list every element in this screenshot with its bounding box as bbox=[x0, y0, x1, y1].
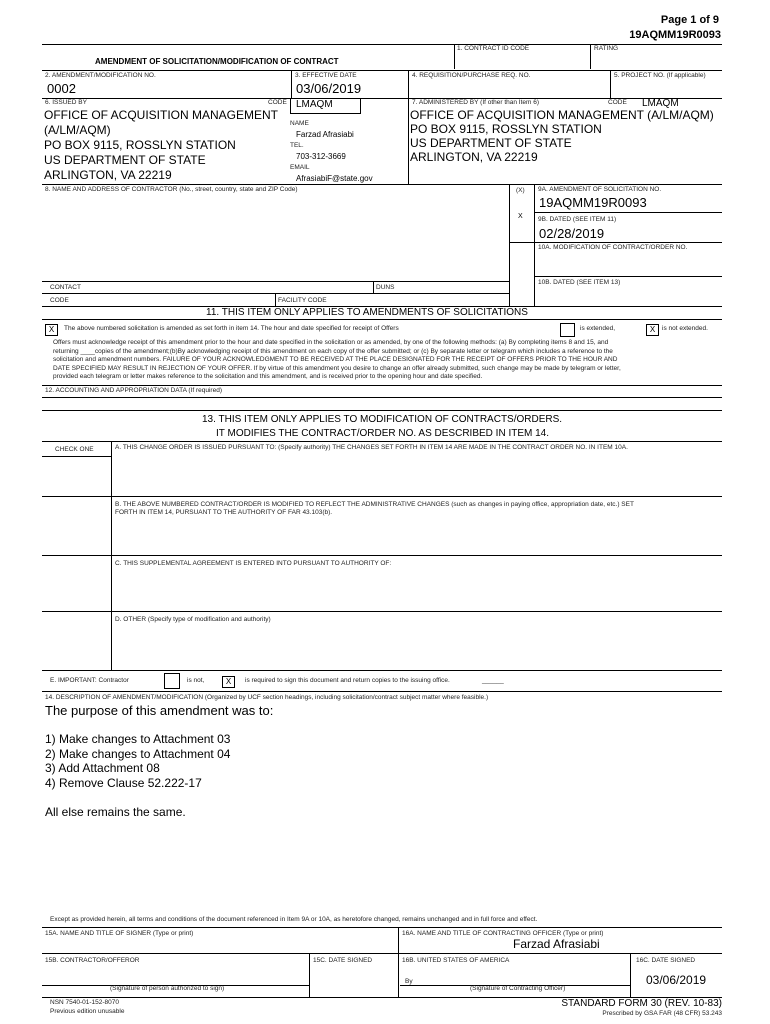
offers-line: provided each telegram or letter makes reference to the solicitation and this amendment, and is received prior to the opening hour and date specified. bbox=[53, 373, 483, 380]
item13c-text: C. THIS SUPPLEMENTAL AGREEMENT IS ENTERED INTO PURSUANT TO AUTHORITY OF: bbox=[115, 560, 392, 567]
issued-by-line: OFFICE OF ACQUISITION MANAGEMENT bbox=[44, 108, 279, 122]
tel-label: TEL. bbox=[290, 142, 304, 149]
item11-text: The above numbered solicitation is amended as set forth in item 14. The hour and date specified for receipt of Offers bbox=[64, 325, 399, 332]
issued-by-line: PO BOX 9115, ROSSLYN STATION bbox=[44, 138, 236, 152]
amend-no-label: 2. AMENDMENT/MODIFICATION NO. bbox=[45, 72, 156, 79]
is-not-extended-label: is not extended. bbox=[662, 325, 708, 332]
page-label: Page 1 of 9 bbox=[660, 14, 719, 26]
eff-date-label: 3. EFFECTIVE DATE bbox=[295, 72, 357, 79]
item15c-label: 15C. DATE SIGNED bbox=[313, 957, 373, 964]
name-label: NAME bbox=[290, 120, 309, 127]
item11-checkbox[interactable]: X bbox=[45, 324, 58, 336]
item14-list-item: 4) Remove Clause 52.222-17 bbox=[45, 775, 202, 790]
item9a-label: 9A. AMENDMENT OF SOLICITATION NO. bbox=[538, 186, 662, 193]
x-mark-label: (X) bbox=[516, 187, 525, 194]
rating-label: RATING bbox=[594, 45, 619, 52]
contact-email: AfrasiabiF@state.gov bbox=[296, 174, 373, 183]
item14-list-item: 3) Add Attachment 08 bbox=[45, 761, 160, 775]
issued-by-line: ARLINGTON, VA 22219 bbox=[44, 168, 172, 182]
issued-code-label: CODE bbox=[268, 99, 287, 106]
admin-code-label: CODE bbox=[608, 99, 627, 106]
admin-line: US DEPARTMENT OF STATE bbox=[410, 136, 572, 150]
contractor-label: 8. NAME AND ADDRESS OF CONTRACTOR (No., street, country, state and ZIP Code) bbox=[45, 186, 298, 193]
item16c-label: 16C. DATE SIGNED bbox=[636, 957, 696, 964]
item16a-label: 16A. NAME AND TITLE OF CONTRACTING OFFICER (Type or print) bbox=[402, 930, 604, 937]
item10b-label: 10B. DATED (SEE ITEM 13) bbox=[538, 279, 621, 286]
prescribed: Prescribed by GSA FAR (48 CFR) 53.243 bbox=[602, 1010, 722, 1017]
admin-label: 7. ADMINISTERED BY (If other than Item 6) bbox=[412, 99, 540, 106]
previous-edition: Previous edition unusable bbox=[50, 1008, 125, 1015]
item14-closing: All else remains the same. bbox=[45, 805, 186, 819]
offers-line: returning ____copies of the amendment;(b)By acknowledging receipt of this amendment on each copy of the offer submitted; or (c) By separate letter or telegram which includes a reference to the bbox=[53, 347, 613, 355]
offers-text bbox=[53, 339, 621, 382]
itemE-text: is required to sign this document and return copies to the issuing office. bbox=[245, 677, 450, 684]
item13a-text: A. THIS CHANGE ORDER IS ISSUED PURSUANT TO: (Specify authority) THE CHANGES SET FORTH IN ITEM 14 ARE MADE IN THE CONTRACT ORDER NO. IN ITEM 10A. bbox=[115, 444, 628, 451]
sig-officer: (Signature of Contracting Officer) bbox=[470, 985, 566, 992]
issued-code: LMAQM bbox=[296, 99, 333, 110]
req-no-label: 4. REQUISITION/PURCHASE REQ. NO. bbox=[412, 72, 531, 79]
item14-list bbox=[45, 732, 230, 790]
admin-line: ARLINGTON, VA 22219 bbox=[410, 150, 538, 164]
nsn: NSN 7540-01-152-8070 bbox=[50, 999, 120, 1006]
item14-label: 14. DESCRIPTION OF AMENDMENT/MODIFICATION (Organized by UCF section headings, including solicitation/contract subject matter where feasible.) bbox=[45, 694, 489, 701]
item9a-mark: X bbox=[518, 213, 523, 220]
contact-tel: 703-312-3669 bbox=[296, 152, 346, 161]
item9b-value: 02/28/2019 bbox=[539, 226, 605, 241]
item13d-text: D. OTHER (Specify type of modification and authority) bbox=[115, 616, 271, 623]
facility-label: FACILITY CODE bbox=[278, 297, 327, 304]
item13b-text-1: B. THE ABOVE NUMBERED CONTRACT/ORDER IS MODIFIED TO REFLECT THE ADMINISTRATIVE CHANGES (such as changes in paying office, appropriation date, etc.) SET bbox=[115, 501, 634, 508]
item9a-value: 19AQMM19R0093 bbox=[539, 195, 647, 210]
itemE-label: E. IMPORTANT: Contractor bbox=[50, 677, 129, 684]
item13b-text-2: FORTH IN ITEM 14, PURSUANT TO THE AUTHORITY OF FAR 43.103(b). bbox=[115, 509, 333, 516]
issued-by-line: (A/LM/AQM) bbox=[44, 123, 111, 137]
issued-by-address bbox=[44, 108, 278, 183]
offers-line: Offers must acknowledge receipt of this amendment prior to the hour and date specified in the solicitation or as amended, by one of the following methods: (a) By completing items 8 and 15, and bbox=[53, 339, 609, 346]
item12-label: 12. ACCOUNTING AND APPROPRIATION DATA (If required) bbox=[45, 387, 222, 394]
contact-label: CONTACT bbox=[50, 284, 81, 291]
item14-list-item: 1) Make changes to Attachment 03 bbox=[45, 732, 231, 746]
issued-by-label: 6. ISSUED BY bbox=[45, 99, 87, 106]
issued-by-line: US DEPARTMENT OF STATE bbox=[44, 153, 206, 167]
email-label: EMAIL bbox=[290, 164, 310, 171]
item13-title-2: IT MODIFIES THE CONTRACT/ORDER NO. AS DESCRIBED IN ITEM 14. bbox=[216, 428, 550, 439]
item14-intro: The purpose of this amendment was to: bbox=[45, 703, 274, 718]
item9b-label: 9B. DATED (SEE ITEM 11) bbox=[538, 216, 617, 223]
item13-title-1: 13. THIS ITEM ONLY APPLIES TO MODIFICATION OF CONTRACTS/ORDERS. bbox=[202, 414, 563, 425]
itemE-is-not: is not, bbox=[187, 677, 205, 684]
sig-person: (Signature of person authorized to sign) bbox=[110, 985, 225, 992]
duns-label: DUNS bbox=[376, 284, 395, 291]
item10a-label: 10A. MODIFICATION OF CONTRACT/ORDER NO. bbox=[538, 244, 688, 251]
itemE-blank: ______ bbox=[482, 677, 504, 684]
admin-line: OFFICE OF ACQUISITION MANAGEMENT (A/LM/AQM) bbox=[410, 108, 714, 122]
admin-address bbox=[410, 108, 714, 164]
is-extended-label: is extended, bbox=[580, 325, 616, 332]
admin-code: LMAQM bbox=[642, 98, 679, 109]
itemE-is-not-checkbox[interactable] bbox=[164, 673, 180, 689]
item11-title: 11. THIS ITEM ONLY APPLIES TO AMENDMENTS OF SOLICITATIONS bbox=[206, 307, 528, 318]
item15b-label: 15B. CONTRACTOR/OFFEROR bbox=[45, 957, 140, 964]
except-text: Except as provided herein, all terms and conditions of the document referenced in Item 9A or 10A, as heretofore changed, remains unchanged and in full force and effect. bbox=[50, 916, 538, 923]
is-extended-checkbox[interactable] bbox=[560, 323, 575, 337]
form-title: AMENDMENT OF SOLICITATION/MODIFICATION OF CONTRACT bbox=[95, 57, 339, 66]
check-one: CHECK ONE bbox=[55, 446, 94, 453]
admin-line: PO BOX 9115, ROSSLYN STATION bbox=[410, 122, 602, 136]
itemE-required-checkbox[interactable]: X bbox=[222, 676, 235, 688]
contract-id-label: 1. CONTRACT ID CODE bbox=[457, 45, 530, 52]
offers-line: DATE SPECIFIED MAY RESULT IN REJECTION OF YOUR OFFER. If by virtue of this amendment you desire to change an offer already submitted, such change may be made by telegram or letter, bbox=[53, 364, 621, 372]
item16b-label: 16B. UNITED STATES OF AMERICA bbox=[402, 957, 510, 964]
project-no-label: 5. PROJECT NO. (If applicable) bbox=[614, 72, 706, 79]
amend-no: 0002 bbox=[47, 81, 76, 96]
item16a-value: Farzad Afrasiabi bbox=[513, 937, 600, 951]
std-form: STANDARD FORM 30 (REV. 10-83) bbox=[561, 998, 722, 1009]
doc-id: 19AQMM19R0093 bbox=[629, 29, 721, 41]
offers-line: solicitation and amendment numbers. FAILURE OF YOUR ACKNOWLEDGMENT TO BE RECEIVED AT THE PLACE DESIGNATED FOR THE RECEIPT OF OFFERS PRIOR TO THE HOUR AND bbox=[53, 356, 618, 363]
eff-date: 03/06/2019 bbox=[296, 81, 362, 96]
by-label: By bbox=[405, 978, 413, 985]
is-not-extended-checkbox[interactable]: X bbox=[646, 324, 659, 336]
item14-list-item: 2) Make changes to Attachment 04 bbox=[45, 746, 231, 761]
item15a-label: 15A. NAME AND TITLE OF SIGNER (Type or print) bbox=[45, 930, 194, 937]
contact-name: Farzad Afrasiabi bbox=[296, 130, 354, 139]
item16c-value: 03/06/2019 bbox=[646, 973, 707, 987]
code2-label: CODE bbox=[50, 297, 69, 304]
